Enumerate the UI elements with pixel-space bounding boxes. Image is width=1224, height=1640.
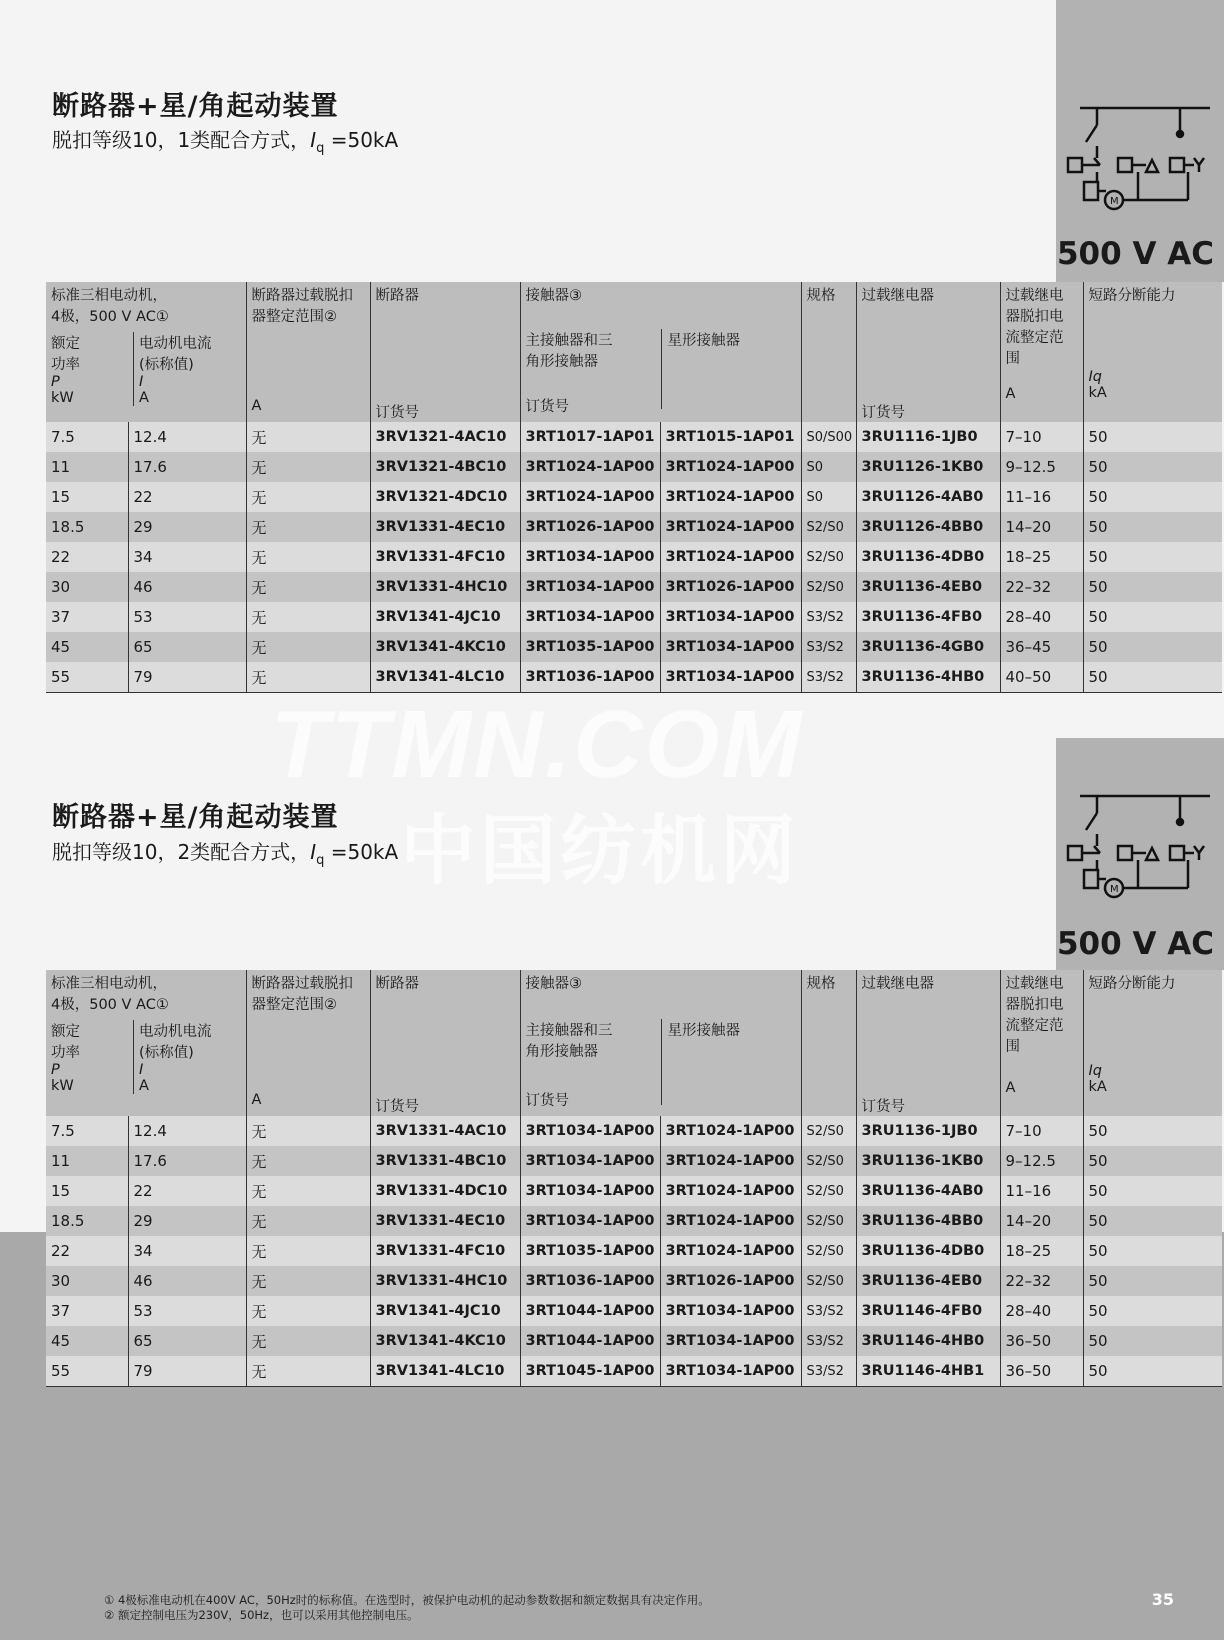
main-contactor-cell: 3RT1036-1AP00	[520, 1266, 660, 1296]
main-contactor-cell: 3RT1034-1AP00	[520, 1176, 660, 1206]
main-contactor-cell: 3RT1034-1AP00	[520, 542, 660, 572]
size-cell: S2/S0	[801, 1116, 856, 1146]
overload-relay-header: 过载继电器 订货号	[856, 282, 1000, 422]
star-contactor-cell: 3RT1026-1AP00	[660, 572, 801, 602]
breaker-order-cell: 3RV1341-4LC10	[370, 662, 520, 693]
star-contactor-cell: 3RT1024-1AP00	[660, 1236, 801, 1266]
table-row	[46, 1206, 1222, 1236]
motor-current-cell: 79	[128, 662, 246, 693]
breaker-setting-header: 断路器过载脱扣 器整定范围② A	[246, 970, 370, 1116]
rated-power-cell: 37	[51, 1302, 71, 1320]
rated-power-cell: 11	[51, 1152, 71, 1170]
breaking-capacity-header: 短路分断能力 Iq kA	[1083, 970, 1222, 1116]
main-contactor-cell: 3RT1045-1AP00	[520, 1356, 660, 1387]
star-delta-circuit-icon	[1062, 788, 1210, 900]
rated-power-cell: 55	[51, 668, 71, 686]
breaking-capacity-cell: 50	[1083, 572, 1222, 602]
rated-power-cell: 30	[51, 578, 71, 596]
breaker-setting-cell: 无	[246, 1266, 370, 1296]
relay-setting-cell: 9–12.5	[1000, 1146, 1083, 1176]
breaker-order-cell: 3RV1321-4BC10	[370, 452, 520, 482]
main-contactor-cell: 3RT1044-1AP00	[520, 1326, 660, 1356]
relay-setting-cell: 36–45	[1000, 632, 1083, 662]
relay-setting-cell: 28–40	[1000, 1296, 1083, 1326]
rated-power-cell: 15	[51, 488, 71, 506]
table-row	[46, 452, 1222, 482]
watermark-text-chinese: 中国纺机网	[400, 806, 800, 895]
relay-setting-cell: 7–10	[1000, 1116, 1083, 1146]
breaker-setting-cell: 无	[246, 1206, 370, 1236]
overload-relay-cell: 3RU1136-4BB0	[856, 1206, 1000, 1236]
section-1-table	[46, 282, 1222, 693]
overload-relay-cell: 3RU1126-4AB0	[856, 482, 1000, 512]
breaker-setting-cell: 无	[246, 1116, 370, 1146]
breaking-capacity-cell: 50	[1083, 1266, 1222, 1296]
breaking-capacity-cell: 50	[1083, 512, 1222, 542]
relay-setting-cell: 14–20	[1000, 1206, 1083, 1236]
rated-power-cell: 11	[51, 458, 71, 476]
overload-relay-cell: 3RU1136-4AB0	[856, 1176, 1000, 1206]
relay-setting-cell: 14–20	[1000, 512, 1083, 542]
table-row	[46, 572, 1222, 602]
breaker-setting-cell: 无	[246, 1296, 370, 1326]
table-row	[46, 632, 1222, 662]
breaking-capacity-cell: 50	[1083, 1206, 1222, 1236]
motor-current-cell: 17.6	[128, 1146, 246, 1176]
breaker-order-cell: 3RV1331-4BC10	[370, 1146, 520, 1176]
breaker-setting-cell: 无	[246, 482, 370, 512]
breaking-capacity-cell: 50	[1083, 632, 1222, 662]
rated-power-cell: 7.5	[51, 1122, 75, 1140]
motor-current-cell: 53	[128, 1296, 246, 1326]
main-contactor-cell: 3RT1044-1AP00	[520, 1296, 660, 1326]
motor-header: 标准三相电动机， 4极，500 V AC① 额定 功率 P kW 电动机电流 (标称值) I A	[51, 288, 212, 406]
breaker-order-cell: 3RV1341-4JC10	[370, 602, 520, 632]
rated-power-cell: 18.5	[51, 1212, 85, 1230]
size-header: 规格	[801, 282, 856, 422]
table-row	[46, 602, 1222, 632]
section-1-title: 断路器+星/角起动装置	[52, 91, 339, 122]
motor-current-cell: 65	[128, 1326, 246, 1356]
breaking-capacity-cell: 50	[1083, 1176, 1222, 1206]
breaker-setting-cell: 无	[246, 1146, 370, 1176]
breaker-setting-cell: 无	[246, 542, 370, 572]
relay-setting-cell: 11–16	[1000, 1176, 1083, 1206]
motor-current-cell: 12.4	[128, 422, 246, 452]
star-contactor-cell: 3RT1024-1AP00	[660, 482, 801, 512]
motor-current-cell: 34	[128, 542, 246, 572]
table-row	[46, 1326, 1222, 1356]
main-contactor-cell: 3RT1035-1AP00	[520, 632, 660, 662]
star-contactor-cell: 3RT1026-1AP00	[660, 1266, 801, 1296]
table-row	[46, 482, 1222, 512]
breaking-capacity-cell: 50	[1083, 422, 1222, 452]
relay-setting-cell: 22–32	[1000, 572, 1083, 602]
main-contactor-cell: 3RT1024-1AP00	[520, 452, 660, 482]
breaker-setting-cell: 无	[246, 1236, 370, 1266]
relay-setting-header: 过载继电 器脱扣电 流整定范 围 A	[1000, 970, 1083, 1116]
breaker-order-cell: 3RV1341-4KC10	[370, 632, 520, 662]
breaker-order-cell: 3RV1331-4HC10	[370, 572, 520, 602]
relay-setting-cell: 36–50	[1000, 1326, 1083, 1356]
relay-setting-cell: 36–50	[1000, 1356, 1083, 1387]
motor-current-cell: 17.6	[128, 452, 246, 482]
breaker-order-cell: 3RV1331-4DC10	[370, 1176, 520, 1206]
star-contactor-cell: 3RT1024-1AP00	[660, 1176, 801, 1206]
breaking-capacity-cell: 50	[1083, 452, 1222, 482]
breaker-order-cell: 3RV1321-4DC10	[370, 482, 520, 512]
rated-power-cell: 37	[51, 608, 71, 626]
motor-current-cell: 46	[128, 572, 246, 602]
section-1-subtitle: 脱扣等级10，1类配合方式，$I_q =50kA$	[52, 128, 399, 156]
size-cell: S3/S2	[801, 1356, 856, 1387]
overload-relay-cell: 3RU1126-1KB0	[856, 452, 1000, 482]
page-number: 35	[1151, 1590, 1174, 1609]
table-row	[46, 1296, 1222, 1326]
watermark-text: TTMN.COM	[270, 691, 804, 798]
star-contactor-cell: 3RT1024-1AP00	[660, 1116, 801, 1146]
table-header-row	[46, 282, 1222, 422]
overload-relay-cell: 3RU1146-4HB0	[856, 1326, 1000, 1356]
star-contactor-cell: 3RT1034-1AP00	[660, 632, 801, 662]
table-row	[46, 512, 1222, 542]
breaking-capacity-cell: 50	[1083, 662, 1222, 693]
breaking-capacity-header: 短路分断能力 Iq kA	[1083, 282, 1222, 422]
breaker-order-cell: 3RV1331-4FC10	[370, 1236, 520, 1266]
relay-setting-cell: 40–50	[1000, 662, 1083, 693]
main-contactor-cell: 3RT1034-1AP00	[520, 572, 660, 602]
table-row	[46, 1236, 1222, 1266]
breaker-order-cell: 3RV1341-4LC10	[370, 1356, 520, 1387]
rated-power-cell: 45	[51, 1332, 71, 1350]
table-row	[46, 662, 1222, 693]
breaking-capacity-cell: 50	[1083, 1236, 1222, 1266]
breaker-order-cell: 3RV1321-4AC10	[370, 422, 520, 452]
rated-power-cell: 15	[51, 1182, 71, 1200]
section-2-title: 断路器+星/角起动装置	[52, 802, 339, 833]
size-cell: S2/S0	[801, 572, 856, 602]
breaker-setting-cell: 无	[246, 632, 370, 662]
relay-setting-header: 过载继电 器脱扣电 流整定范 围 A	[1000, 282, 1083, 422]
star-contactor-cell: 3RT1024-1AP00	[660, 542, 801, 572]
size-cell: S2/S0	[801, 512, 856, 542]
size-cell: S3/S2	[801, 632, 856, 662]
section-2-table	[46, 970, 1222, 1387]
table-row	[46, 422, 1222, 452]
overload-relay-header: 过载继电器 订货号	[856, 970, 1000, 1116]
star-contactor-cell: 3RT1034-1AP00	[660, 1296, 801, 1326]
breaker-order-cell: 3RV1331-4FC10	[370, 542, 520, 572]
motor-current-cell: 29	[128, 512, 246, 542]
breaker-order-cell: 3RV1341-4JC10	[370, 1296, 520, 1326]
motor-current-cell: 79	[128, 1356, 246, 1387]
breaker-order-cell: 3RV1341-4KC10	[370, 1326, 520, 1356]
size-cell: S3/S2	[801, 1296, 856, 1326]
relay-setting-cell: 18–25	[1000, 542, 1083, 572]
size-cell: S2/S0	[801, 1146, 856, 1176]
size-cell: S0/S00	[801, 422, 856, 452]
star-contactor-cell: 3RT1034-1AP00	[660, 602, 801, 632]
breaking-capacity-cell: 50	[1083, 482, 1222, 512]
motor-current-cell: 22	[128, 1176, 246, 1206]
size-cell: S2/S0	[801, 1206, 856, 1236]
breaker-setting-cell: 无	[246, 1356, 370, 1387]
table-row	[46, 1356, 1222, 1387]
breaking-capacity-cell: 50	[1083, 602, 1222, 632]
star-contactor-cell: 3RT1034-1AP00	[660, 1326, 801, 1356]
size-cell: S3/S2	[801, 602, 856, 632]
relay-setting-cell: 11–16	[1000, 482, 1083, 512]
table-row	[46, 1266, 1222, 1296]
main-contactor-cell: 3RT1034-1AP00	[520, 602, 660, 632]
svg-text:M: M	[1110, 196, 1119, 207]
star-contactor-cell: 3RT1024-1AP00	[660, 452, 801, 482]
main-contactor-cell: 3RT1026-1AP00	[520, 512, 660, 542]
star-contactor-cell: 3RT1034-1AP00	[660, 662, 801, 693]
table-header-row	[46, 970, 1222, 1116]
relay-setting-cell: 9–12.5	[1000, 452, 1083, 482]
table-row	[46, 542, 1222, 572]
breaker-setting-cell: 无	[246, 572, 370, 602]
breaker-order-cell: 3RV1331-4EC10	[370, 1206, 520, 1236]
star-contactor-cell: 3RT1015-1AP01	[660, 422, 801, 452]
contactor-header: 接触器③ 主接触器和三 角形接触器 订货号 星形接触器	[520, 282, 801, 422]
size-cell: S3/S2	[801, 1326, 856, 1356]
overload-relay-cell: 3RU1146-4FB0	[856, 1296, 1000, 1326]
table-row	[46, 1116, 1222, 1146]
breaker-order-cell: 3RV1331-4AC10	[370, 1116, 520, 1146]
overload-relay-cell: 3RU1136-4EB0	[856, 572, 1000, 602]
overload-relay-cell: 3RU1136-4DB0	[856, 542, 1000, 572]
motor-current-cell: 53	[128, 602, 246, 632]
overload-relay-cell: 3RU1146-4HB1	[856, 1356, 1000, 1387]
breaker-setting-cell: 无	[246, 422, 370, 452]
motor-current-cell: 29	[128, 1206, 246, 1236]
motor-current-cell: 22	[128, 482, 246, 512]
motor-current-cell: 34	[128, 1236, 246, 1266]
overload-relay-cell: 3RU1136-4FB0	[856, 602, 1000, 632]
size-cell: S2/S0	[801, 1236, 856, 1266]
rated-power-cell: 18.5	[51, 518, 85, 536]
main-contactor-cell: 3RT1036-1AP00	[520, 662, 660, 693]
relay-setting-cell: 28–40	[1000, 602, 1083, 632]
breaker-setting-cell: 无	[246, 602, 370, 632]
size-cell: S0	[801, 452, 856, 482]
star-contactor-cell: 3RT1024-1AP00	[660, 512, 801, 542]
overload-relay-cell: 3RU1126-4BB0	[856, 512, 1000, 542]
section-1-voltage: 500 V AC	[1056, 236, 1214, 272]
overload-relay-cell: 3RU1136-4GB0	[856, 632, 1000, 662]
breaker-setting-cell: 无	[246, 512, 370, 542]
rated-power-cell: 30	[51, 1272, 71, 1290]
relay-setting-cell: 7–10	[1000, 422, 1083, 452]
overload-relay-cell: 3RU1136-1JB0	[856, 1116, 1000, 1146]
contactor-header: 接触器③ 主接触器和三 角形接触器 订货号 星形接触器	[520, 970, 801, 1116]
motor-current-cell: 46	[128, 1266, 246, 1296]
main-contactor-cell: 3RT1024-1AP00	[520, 482, 660, 512]
overload-relay-cell: 3RU1136-4EB0	[856, 1266, 1000, 1296]
star-delta-circuit-icon	[1062, 100, 1210, 212]
svg-text:M: M	[1110, 884, 1119, 895]
size-cell: S0	[801, 482, 856, 512]
table-row	[46, 1146, 1222, 1176]
size-header: 规格	[801, 970, 856, 1116]
star-contactor-cell: 3RT1024-1AP00	[660, 1146, 801, 1176]
motor-current-cell: 12.4	[128, 1116, 246, 1146]
rated-power-cell: 22	[51, 1242, 71, 1260]
breaking-capacity-cell: 50	[1083, 1296, 1222, 1326]
breaking-capacity-cell: 50	[1083, 1326, 1222, 1356]
table-row	[46, 1176, 1222, 1206]
breaker-header: 断路器 订货号	[370, 282, 520, 422]
size-cell: S2/S0	[801, 542, 856, 572]
relay-setting-cell: 22–32	[1000, 1266, 1083, 1296]
breaker-order-cell: 3RV1331-4EC10	[370, 512, 520, 542]
rated-power-cell: 45	[51, 638, 71, 656]
main-contactor-cell: 3RT1034-1AP00	[520, 1146, 660, 1176]
star-contactor-cell: 3RT1034-1AP00	[660, 1356, 801, 1387]
breaker-setting-cell: 无	[246, 662, 370, 693]
section-2-voltage: 500 V AC	[1056, 926, 1214, 962]
footnote-2: ② 额定控制电压为230V，50Hz，也可以采用其他控制电压。	[104, 1608, 419, 1622]
breaker-setting-cell: 无	[246, 452, 370, 482]
footnote-1: ① 4极标准电动机在400V AC，50Hz时的标称值。在选型时，被保护电动机的起动参数数据和额定数据具有决定作用。	[104, 1593, 710, 1607]
size-cell: S2/S0	[801, 1176, 856, 1206]
rated-power-cell: 7.5	[51, 428, 75, 446]
main-contactor-cell: 3RT1035-1AP00	[520, 1236, 660, 1266]
size-cell: S2/S0	[801, 1266, 856, 1296]
breaking-capacity-cell: 50	[1083, 1116, 1222, 1146]
overload-relay-cell: 3RU1136-4DB0	[856, 1236, 1000, 1266]
rated-power-cell: 22	[51, 548, 71, 566]
overload-relay-cell: 3RU1116-1JB0	[856, 422, 1000, 452]
overload-relay-cell: 3RU1136-1KB0	[856, 1146, 1000, 1176]
breaking-capacity-cell: 50	[1083, 1356, 1222, 1387]
breaker-order-cell: 3RV1331-4HC10	[370, 1266, 520, 1296]
breaking-capacity-cell: 50	[1083, 542, 1222, 572]
main-contactor-cell: 3RT1017-1AP01	[520, 422, 660, 452]
footnotes	[104, 1593, 710, 1623]
breaker-setting-cell: 无	[246, 1176, 370, 1206]
overload-relay-cell: 3RU1136-4HB0	[856, 662, 1000, 693]
breaker-setting-header: 断路器过载脱扣 器整定范围② A	[246, 282, 370, 422]
breaking-capacity-cell: 50	[1083, 1146, 1222, 1176]
breaker-header: 断路器 订货号	[370, 970, 520, 1116]
main-contactor-cell: 3RT1034-1AP00	[520, 1116, 660, 1146]
rated-power-cell: 55	[51, 1362, 71, 1380]
relay-setting-cell: 18–25	[1000, 1236, 1083, 1266]
main-contactor-cell: 3RT1034-1AP00	[520, 1206, 660, 1236]
star-contactor-cell: 3RT1024-1AP00	[660, 1206, 801, 1236]
size-cell: S3/S2	[801, 662, 856, 693]
breaker-setting-cell: 无	[246, 1326, 370, 1356]
section-2-subtitle: 脱扣等级10，2类配合方式，$I_q =50kA$	[52, 840, 399, 868]
motor-header: 标准三相电动机， 4极，500 V AC① 额定 功率 P kW 电动机电流 (标称值) I A	[51, 976, 212, 1094]
motor-current-cell: 65	[128, 632, 246, 662]
